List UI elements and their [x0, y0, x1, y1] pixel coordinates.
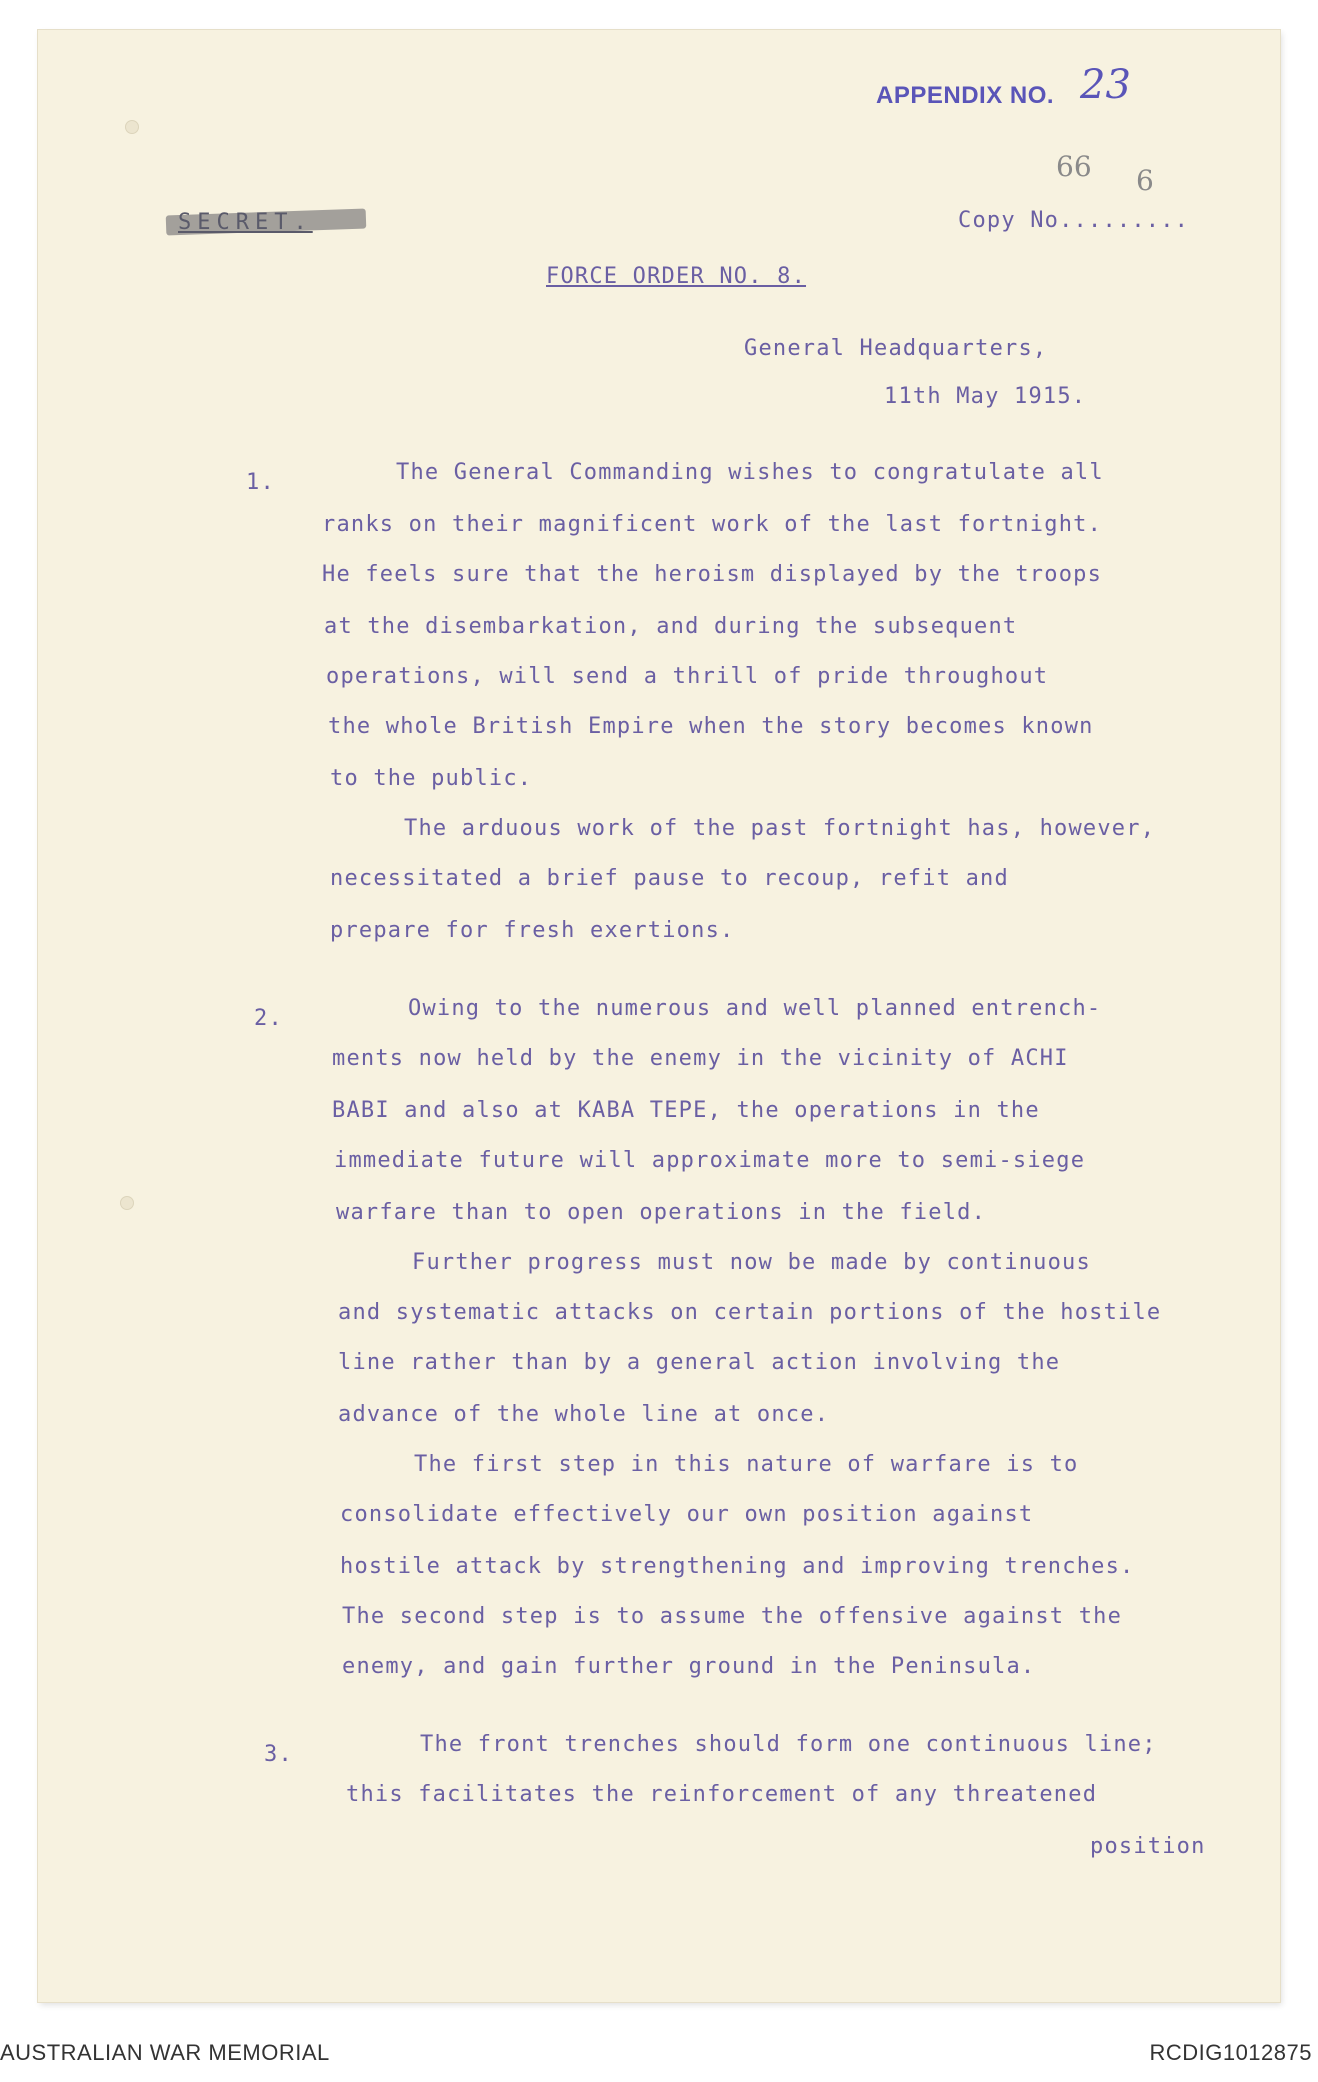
footer-source: AUSTRALIAN WAR MEMORIAL — [0, 2040, 330, 2065]
text-line: He feels sure that the heroism displayed by the troops — [322, 562, 1103, 587]
text-line: Further progress must now be made by continuous — [412, 1250, 1091, 1275]
section-number: 2. — [254, 1006, 283, 1031]
punch-hole — [120, 1196, 134, 1210]
punch-hole — [125, 120, 139, 134]
text-line: consolidate effectively our own position against — [340, 1502, 1034, 1527]
text-line: immediate future will approximate more to semi-siege — [334, 1148, 1086, 1173]
text-line: The front trenches should form one continuous line; — [420, 1732, 1157, 1757]
text-line: line rather than by a general action involving the — [338, 1350, 1061, 1375]
text-line: BABI and also at KABA TEPE, the operations in the — [332, 1098, 1040, 1123]
pencil-reference-a: 66 — [1056, 150, 1092, 183]
text-line: necessitated a brief pause to recoup, refit and — [330, 866, 1009, 891]
section-number: 1. — [246, 470, 275, 495]
continuation-word: position — [1090, 1834, 1206, 1859]
document-title: FORCE ORDER NO. 8. — [546, 264, 807, 289]
text-line: The second step is to assume the offensive against the — [342, 1604, 1123, 1629]
text-line: ments now held by the enemy in the vicinity of ACHI — [332, 1046, 1069, 1071]
copy-number-line: Copy No......... — [958, 208, 1190, 233]
text-line: and systematic attacks on certain portions of the hostile — [338, 1300, 1162, 1325]
appendix-number: 23 — [1080, 62, 1131, 108]
section-number: 3. — [264, 1742, 293, 1767]
classification-label: SECRET. — [178, 210, 313, 235]
pencil-reference-b: 6 — [1136, 164, 1154, 197]
text-line: at the disembarkation, and during the subsequent — [324, 614, 1018, 639]
footer-record-id: RCDIG1012875 — [1149, 2040, 1312, 2065]
text-line: prepare for fresh exertions. — [330, 918, 735, 943]
text-line: hostile attack by strengthening and improving trenches. — [340, 1554, 1135, 1579]
text-line: warfare than to open operations in the field. — [336, 1200, 987, 1225]
origin-line: General Headquarters, — [744, 336, 1048, 361]
text-line: operations, will send a thrill of pride throughout — [326, 664, 1049, 689]
text-line: this facilitates the reinforcement of any threatened — [346, 1782, 1098, 1807]
text-line: ranks on their magnificent work of the last fortnight. — [322, 512, 1103, 537]
text-line: advance of the whole line at once. — [338, 1402, 830, 1427]
appendix-stamp: APPENDIX NO. — [876, 82, 1055, 109]
date-line: 11th May 1915. — [884, 384, 1087, 409]
text-line: The first step in this nature of warfare is to — [414, 1452, 1079, 1477]
text-line: The General Commanding wishes to congratulate all — [396, 460, 1104, 485]
text-line: Owing to the numerous and well planned entrench- — [408, 996, 1102, 1021]
text-line: the whole British Empire when the story becomes known — [328, 714, 1094, 739]
text-line: The arduous work of the past fortnight has, however, — [404, 816, 1156, 841]
text-line: enemy, and gain further ground in the Peninsula. — [342, 1654, 1036, 1679]
text-line: to the public. — [330, 766, 533, 791]
